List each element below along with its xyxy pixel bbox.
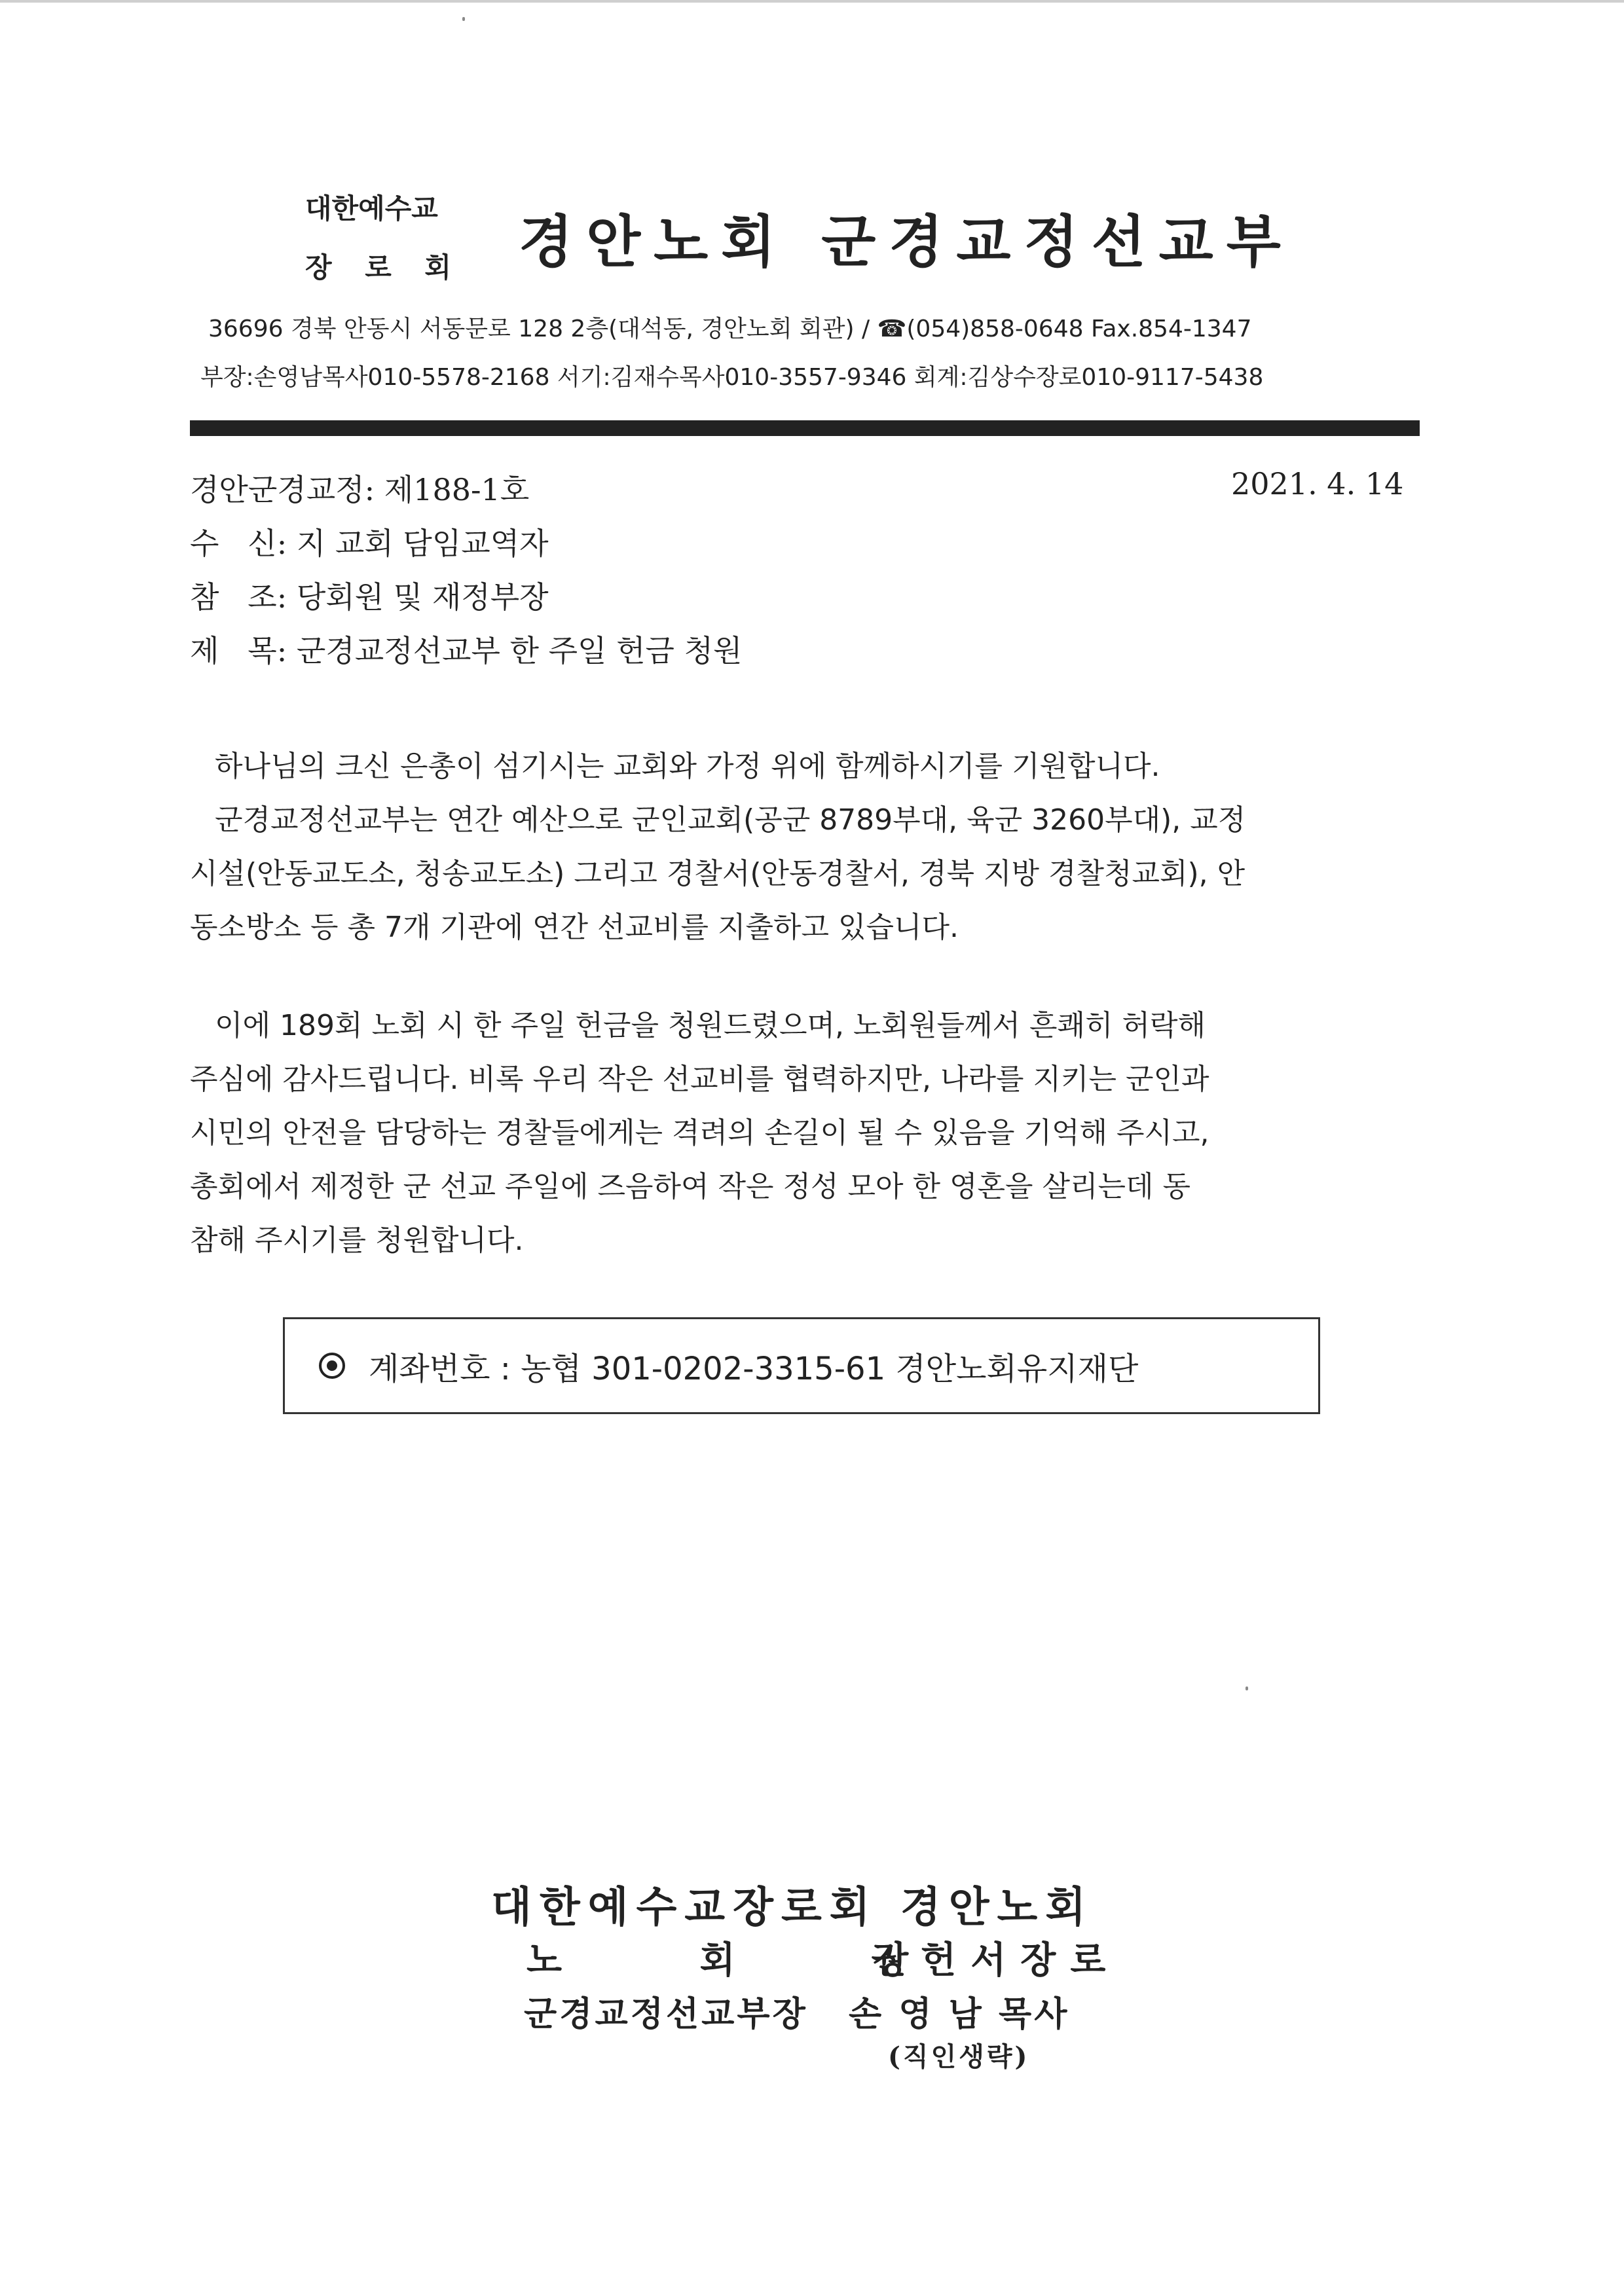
signature-dept-role: 군경교정선교부장	[524, 1994, 808, 2034]
account-text: 계좌번호 : 농협 301-0202-3315-61 경안노회유지재단	[369, 1350, 1139, 1387]
body-p1-line2: 군경교정선교부는 연간 예산으로 군인교회(공군 8789부대, 육군 3260부대), 교정	[215, 803, 1246, 837]
doc-subject: 제 목: 군경교정선교부 한 주일 헌금 청원	[190, 633, 743, 668]
signature-presbytery-name: 권헌서장로	[871, 1939, 1120, 1982]
account-info-box	[283, 1317, 1320, 1414]
letterhead-contacts: 부장:손영남목사010-5578-2168 서기:김재수목사010-3557-9346 회계:김상수장로010-9117-5438	[200, 364, 1264, 391]
body-p1-line3: 시설(안동교도소, 청송교도소) 그리고 경찰서(안동경찰서, 경북 지방 경찰청교회), 안	[190, 857, 1246, 890]
signature-presbytery-role: 노 회 장	[526, 1939, 934, 1982]
body-p1-line4: 동소방소 등 총 7개 기관에 연간 선교비를 지출하고 있습니다.	[190, 911, 959, 944]
body-p2-line4: 총회에서 제정한 군 선교 주일에 즈음하여 작은 정성 모아 한 영혼을 살리는데 동	[190, 1170, 1190, 1203]
letterhead-divider	[190, 420, 1420, 436]
body-p2-line3: 시민의 안전을 담당하는 경찰들에게는 격려의 손길이 될 수 있음을 기억해 주시고,	[190, 1116, 1209, 1150]
scan-speck	[462, 17, 465, 21]
letterhead-title: 경안노회 군경교정선교부	[519, 209, 1294, 275]
letterhead-address: 36696 경북 안동시 서동문로 128 2층(대석동, 경안노회 회관) / ☎(054)858-0648 Fax.854-1347	[208, 316, 1252, 342]
signature-dept-name: 손 영 남 목사	[849, 1994, 1070, 2034]
doc-number: 경안군경교정: 제188-1호	[190, 472, 530, 507]
signature-org: 대한예수교장로회 경안노회	[491, 1883, 1094, 1932]
org-line2: 장 로 회	[305, 251, 463, 283]
seal-omitted-note: (직인생략)	[888, 2041, 1030, 2072]
org-line1: 대한예수교	[305, 192, 438, 225]
doc-date: 2021. 4. 14	[1231, 466, 1404, 501]
scan-top-edge	[0, 0, 1624, 3]
scan-speck	[1246, 1686, 1248, 1690]
doc-recipient: 수 신: 지 교회 담임교역자	[190, 526, 549, 561]
body-p2-line1: 이에 189회 노회 시 한 주일 헌금을 청원드렸으며, 노회원들께서 흔쾌히 허락해	[215, 1009, 1206, 1042]
body-p1-line1: 하나님의 크신 은총이 섬기시는 교회와 가정 위에 함께하시기를 기원합니다.	[215, 750, 1160, 783]
body-p2-line5: 참해 주시기를 청원합니다.	[190, 1224, 524, 1257]
doc-reference: 참 조: 당회원 및 재정부장	[190, 579, 549, 615]
body-p2-line2: 주심에 감사드립니다. 비록 우리 작은 선교비를 협력하지만, 나라를 지키는 군인과	[190, 1063, 1209, 1096]
bullet-circle-icon	[319, 1353, 345, 1379]
